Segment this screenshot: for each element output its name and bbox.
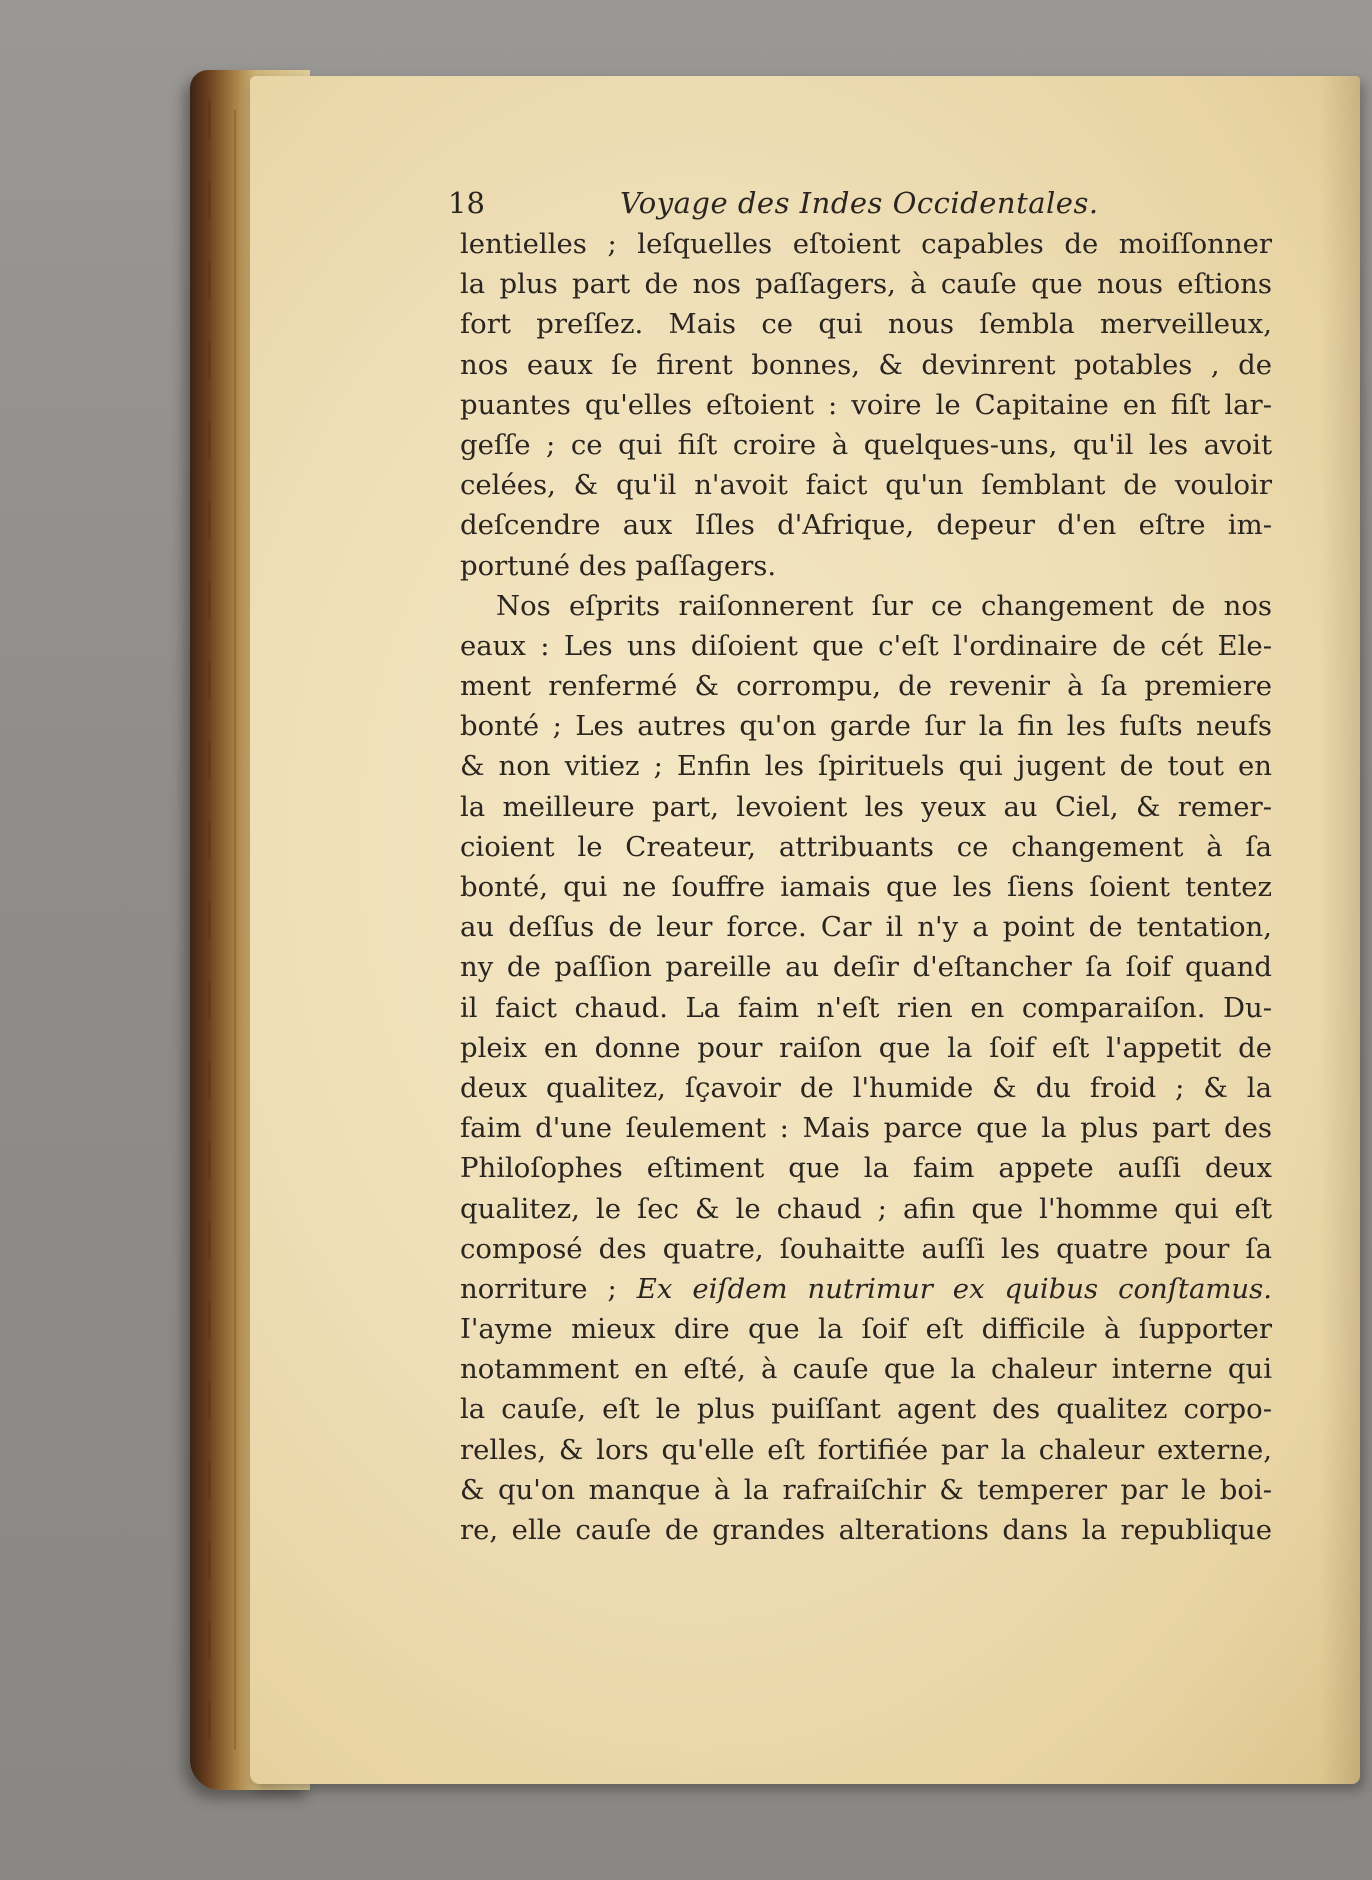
text-line: la cauſe, eſt le plus puiſſant agent des qualitez corpo- bbox=[460, 1393, 1272, 1426]
text-line: bonté ; Les autres qu'on garde ſur la fin les fuſts neufs bbox=[460, 710, 1272, 743]
text-line: & qu'on manque à la rafraiſchir & temperer par le boi- bbox=[460, 1473, 1272, 1506]
text-line: deſcendre aux Iſles d'Afrique, depeur d'en eſtre im- bbox=[460, 509, 1272, 542]
page-number: 18 bbox=[448, 186, 485, 220]
paragraph-3 bbox=[460, 1309, 1290, 1550]
text-line: I'ayme mieux dire que la ſoif eſt difficile à ſupporter bbox=[460, 1313, 1272, 1346]
text-line: qualitez, le ſec & le chaud ; afin que l'homme qui eſt bbox=[460, 1192, 1272, 1225]
text-line: ment renfermé & corrompu, de revenir à ſa premiere bbox=[460, 670, 1272, 703]
text-line: geſſe ; ce qui fiſt croire à quelques-uns, qu'il les avoit bbox=[460, 428, 1272, 461]
text-line: nos eaux ſe firent bonnes, & devinrent potables , de bbox=[460, 348, 1272, 381]
text-line: bonté, qui ne ſouffre iamais que les ſiens ſoient tentez bbox=[460, 871, 1272, 903]
text-line: faim d'une ſeulement : Mais parce que la plus part des bbox=[460, 1112, 1272, 1145]
text-line: eaux : Les uns diſoient que c'eſt l'ordinaire de cét Ele- bbox=[460, 629, 1272, 662]
text-line: ny de paſſion pareille au deſir d'eſtancher ſa ſoif quand bbox=[460, 951, 1272, 984]
text-line: fort preſſez. Mais ce qui nous ſembla merveilleux, bbox=[460, 308, 1272, 341]
text-line: & non vitiez ; Enfin les ſpirituels qui jugent de tout en bbox=[460, 750, 1272, 783]
text-line: relles, & lors qu'elle eſt fortifiée par la chaleur externe, bbox=[460, 1433, 1272, 1466]
text-line: au deſſus de leur force. Car il n'y a point de tentation, bbox=[460, 911, 1272, 944]
text-line: deux qualitez, ſçavoir de l'humide & du froid ; & la bbox=[460, 1071, 1272, 1104]
latin-quote-line bbox=[460, 1269, 1272, 1309]
latin-quote: Ex eiſdem nutrimur ex quibus conſtamus. bbox=[636, 1272, 1273, 1305]
text-line: Philoſophes eſtiment que la faim appete auſſi deux bbox=[460, 1152, 1272, 1185]
text-line: puantes qu'elles eſtoient : voire le Capitaine en fiſt lar- bbox=[460, 388, 1272, 421]
text-line: lentielles ; leſquelles eſtoient capables de moiſſonner bbox=[460, 228, 1272, 260]
text-line: pleix en donne pour raiſon que la ſoif eſt l'appetit de bbox=[460, 1031, 1272, 1064]
text-line: il faict chaud. La faim n'eſt rien en comparaiſon. Du- bbox=[460, 991, 1272, 1024]
text-line: la meilleure part, levoient les yeux au Ciel, & remer- bbox=[460, 790, 1272, 823]
text-line: portuné des paſſagers. bbox=[460, 549, 777, 582]
running-head-title: Voyage des Indes Occidentales. bbox=[620, 186, 1099, 220]
text-line: notamment en eſté, à cauſe que la chaleur interne qui bbox=[460, 1353, 1272, 1386]
latin-line-prefix: norriture ; bbox=[460, 1272, 617, 1305]
text-line: re, elle cauſe de grandes alterations dans la republique bbox=[460, 1514, 1272, 1546]
text-line: la plus part de nos paſſagers, à cauſe que nous eſtions bbox=[460, 268, 1272, 301]
paragraph-1 bbox=[460, 224, 1290, 586]
page-text bbox=[448, 182, 1290, 1550]
text-line: composé des quatre, ſouhaitte auſſi les quatre pour ſa bbox=[460, 1232, 1272, 1265]
text-line: Nos eſprits raiſonnerent ſur ce changement de nos bbox=[496, 589, 1272, 622]
text-line: celées, & qu'il n'avoit faict qu'un ſemblant de vouloir bbox=[460, 469, 1272, 502]
text-line: cioient le Createur, attribuants ce changement à ſa bbox=[460, 830, 1272, 863]
running-head bbox=[448, 182, 1290, 224]
paragraph-2 bbox=[460, 586, 1290, 1309]
